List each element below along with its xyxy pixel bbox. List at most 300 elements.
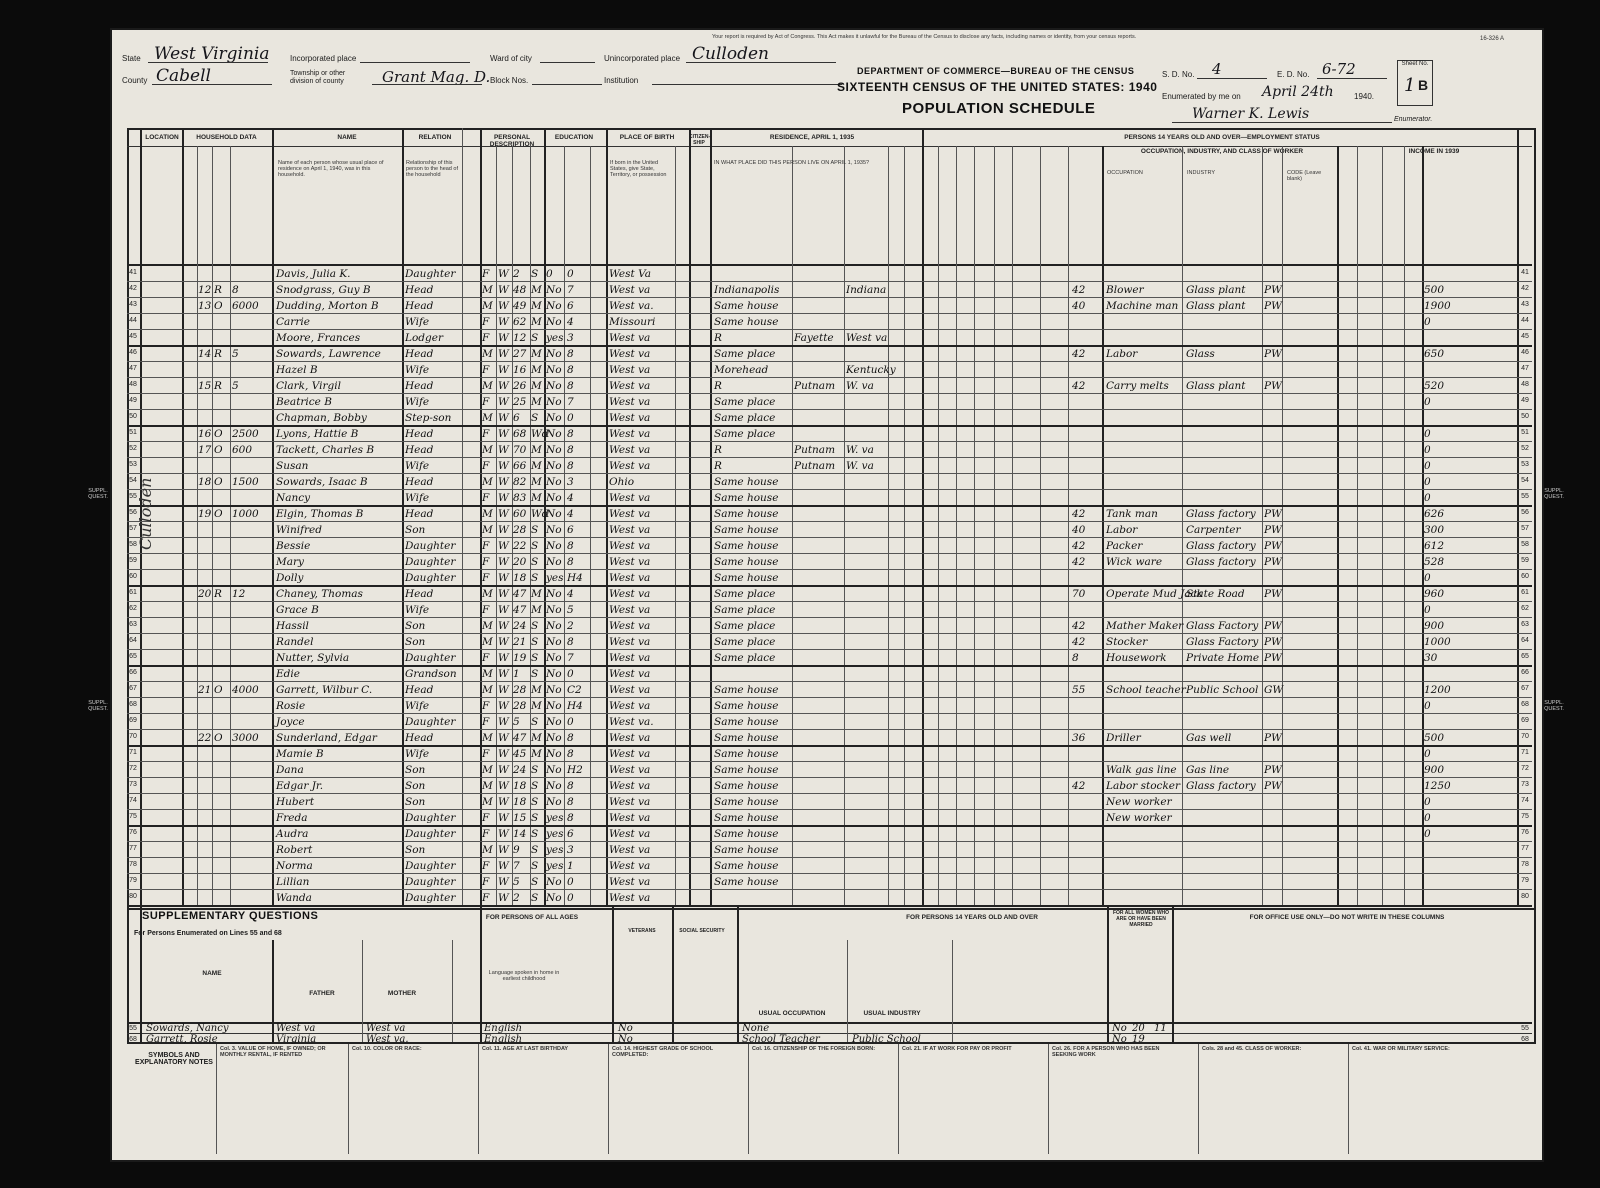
section-birth: PLACE OF BIRTH (619, 134, 675, 141)
footer-col3: Col. 3. VALUE OF HOME, IF OWNED; OR MONTHLY RENTAL, IF RENTED (220, 1046, 326, 1058)
cell-class: PW (1264, 556, 1282, 568)
cell-relation: Son (405, 764, 426, 776)
cell-school: 0 (546, 268, 553, 280)
cell-residence: R (714, 332, 722, 344)
cell-occupation: School teacher (1106, 684, 1186, 696)
cell-grade: H4 (567, 700, 583, 712)
cell-relation: Wife (405, 364, 430, 376)
cell-grade: 0 (567, 892, 574, 904)
cell-birth: West va (609, 524, 651, 536)
cell-residence: Same house (714, 748, 779, 760)
cell-race: W (498, 300, 509, 312)
cell-birth: West va (609, 620, 651, 632)
cell-grade: 8 (567, 748, 574, 760)
cell-state: Kentucky (846, 364, 896, 376)
cell-race: W (498, 508, 509, 520)
cell-income: 0 (1424, 316, 1431, 328)
line-number: 71 (129, 749, 137, 756)
cell-school: No (546, 284, 562, 296)
cell-relation: Son (405, 524, 426, 536)
supp-col-language: Language spoken in home in earliest childhood (488, 970, 560, 982)
cell-grade: 8 (567, 380, 574, 392)
cell-occupation: Carry melts (1106, 380, 1169, 392)
cell-grade: 0 (567, 668, 574, 680)
cell-dwelling: 18 (198, 476, 212, 488)
sd-value: 4 (1212, 60, 1222, 78)
supp-social-security: SOCIAL SECURITY (679, 928, 725, 934)
cell-value: 6000 (232, 300, 259, 312)
cell-income: 900 (1424, 620, 1445, 632)
cell-race: W (498, 668, 509, 680)
cell-income: 612 (1424, 540, 1445, 552)
cell-industry: Glass (1186, 348, 1215, 360)
cell-name: Lillian (276, 876, 310, 888)
cell-sex: F (482, 812, 490, 824)
cell-race: W (498, 380, 509, 392)
cell-farm: O (214, 444, 223, 456)
cell-relation: Head (405, 476, 434, 488)
cell-grade: 8 (567, 556, 574, 568)
cell-residence: Same house (714, 876, 779, 888)
cell-race: W (498, 412, 509, 424)
row-rule (127, 441, 1532, 442)
cell-name: Randel (276, 636, 314, 648)
cell-farm: O (214, 684, 223, 696)
census-title: SIXTEENTH CENSUS OF THE UNITED STATES: 1940 (837, 80, 1158, 94)
cell-birth: West va (609, 428, 651, 440)
cell-sex: M (482, 588, 493, 600)
cell-grade: 8 (567, 796, 574, 808)
cell-race: W (498, 572, 509, 584)
cell-race: W (498, 428, 509, 440)
cell-residence: Same place (714, 412, 776, 424)
cell-hours: 42 (1072, 556, 1086, 568)
sheet-side: B (1418, 77, 1429, 93)
cell-grade: 8 (567, 540, 574, 552)
cell-residence: Same house (714, 556, 779, 568)
cell-school: yes (546, 332, 564, 344)
cell-race: W (498, 828, 509, 840)
line-number: 42 (129, 285, 137, 292)
cell-income: 500 (1424, 284, 1445, 296)
line-number: 61 (129, 589, 137, 596)
cell-age: 47 (513, 604, 527, 616)
row-rule (127, 841, 1532, 842)
cell-relation: Wife (405, 604, 430, 616)
cell-grade: 0 (567, 716, 574, 728)
cell-industry: Glass factory (1186, 556, 1256, 568)
line-number: 55 (1521, 493, 1529, 500)
cell-marital: S (531, 668, 539, 680)
cell-birth: West va (609, 812, 651, 824)
cell-marital: S (531, 844, 539, 856)
cell-grade: H2 (567, 764, 583, 776)
cell-marital: S (531, 892, 539, 904)
cell-age: 18 (513, 572, 527, 584)
line-number: 49 (129, 397, 137, 404)
cell-relation: Head (405, 508, 434, 520)
line-number: 79 (129, 877, 137, 884)
cell-race: W (498, 476, 509, 488)
cell-residence: Same house (714, 764, 779, 776)
cell-birth: West va (609, 604, 651, 616)
cell-industry: Gas well (1186, 732, 1232, 744)
cell-race: W (498, 732, 509, 744)
footer-col16: Col. 16. CITIZENSHIP OF THE FOREIGN BORN: (752, 1046, 876, 1052)
supp-cell-name: Garrett, Rosie (146, 1034, 218, 1045)
cell-relation: Head (405, 284, 434, 296)
row-rule (127, 665, 1532, 667)
cell-birth: West Va (609, 268, 651, 280)
cell-income: 0 (1424, 396, 1431, 408)
cell-value: 3000 (232, 732, 259, 744)
cell-sex: F (482, 828, 490, 840)
cell-birth: West va (609, 636, 651, 648)
cell-grade: 7 (567, 396, 574, 408)
cell-residence: Same house (714, 732, 779, 744)
cell-income: 1250 (1424, 780, 1451, 792)
cell-state: W. va (846, 460, 874, 472)
cell-name: Edie (276, 668, 300, 680)
row-rule (127, 777, 1532, 778)
cell-occupation: Labor (1106, 348, 1138, 360)
cell-school: No (546, 412, 562, 424)
row-rule (127, 681, 1532, 682)
cell-marital: S (531, 780, 539, 792)
cell-marital: M (531, 316, 542, 328)
supp-cell-father: West va (276, 1023, 316, 1034)
cell-grade: 0 (567, 876, 574, 888)
cell-sex: F (482, 748, 490, 760)
line-number: 65 (129, 653, 137, 660)
cell-name: Clark, Virgil (276, 380, 341, 392)
cell-race: W (498, 844, 509, 856)
cell-occupation: Packer (1106, 540, 1143, 552)
row-rule (127, 377, 1532, 378)
cell-income: 0 (1424, 460, 1431, 472)
cell-residence: Same place (714, 348, 776, 360)
cell-occupation: Labor (1106, 524, 1138, 536)
line-number: 45 (129, 333, 137, 340)
cell-marital: S (531, 636, 539, 648)
cell-sex: F (482, 540, 490, 552)
row-rule (127, 473, 1532, 474)
cell-residence: Same place (714, 620, 776, 632)
cell-name: Sowards, Lawrence (276, 348, 381, 360)
cell-state: W. va (846, 444, 874, 456)
cell-birth: West va (609, 844, 651, 856)
cell-sex: M (482, 380, 493, 392)
supp-cell-occupation: School Teacher (742, 1034, 820, 1045)
cell-school: No (546, 540, 562, 552)
cell-grade: 7 (567, 652, 574, 664)
line-number: 80 (129, 893, 137, 900)
line-number: 67 (1521, 685, 1529, 692)
line-number: 66 (129, 669, 137, 676)
cell-school: No (546, 780, 562, 792)
cell-school: yes (546, 860, 564, 872)
cell-grade: 6 (567, 300, 574, 312)
sheet-label: Sheet No. (1401, 61, 1429, 67)
cell-age: 7 (513, 860, 520, 872)
cell-class: PW (1264, 524, 1282, 536)
ward-label: Ward of city (490, 54, 532, 63)
cell-birth: West va (609, 684, 651, 696)
line-number: 51 (129, 429, 137, 436)
row-rule (127, 409, 1532, 410)
enumerator-name: Warner K. Lewis (1192, 106, 1310, 122)
section-relation: RELATION (418, 134, 452, 141)
cell-age: 2 (513, 892, 520, 904)
office-heading: FOR OFFICE USE ONLY—DO NOT WRITE IN THESE COLUMNS (1249, 914, 1445, 921)
cell-race: W (498, 892, 509, 904)
cell-age: 16 (513, 364, 527, 376)
cell-sex: M (482, 284, 493, 296)
cell-grade: 8 (567, 636, 574, 648)
cell-occupation: Tank man (1106, 508, 1158, 520)
cell-birth: West va (609, 748, 651, 760)
cell-school: No (546, 876, 562, 888)
line-number: 60 (129, 573, 137, 580)
cell-residence: Same house (714, 508, 779, 520)
cell-sex: M (482, 668, 493, 680)
cell-sex: M (482, 844, 493, 856)
cell-marital: S (531, 540, 539, 552)
cell-class: PW (1264, 588, 1282, 600)
cell-income: 0 (1424, 828, 1431, 840)
cell-birth: West va (609, 828, 651, 840)
cell-birth: West va (609, 780, 651, 792)
enumerated-year: 1940. (1354, 92, 1375, 101)
section-occupation: OCCUPATION, INDUSTRY, AND CLASS OF WORKER (1140, 148, 1304, 155)
row-rule (127, 889, 1532, 890)
cell-race: W (498, 860, 509, 872)
footer-col41: Col. 41. WAR OR MILITARY SERVICE: (1352, 1046, 1450, 1052)
supp-cell-age_married: 20 (1132, 1023, 1145, 1034)
footer-col11: Col. 11. AGE AT LAST BIRTHDAY (482, 1046, 569, 1052)
cell-birth: West va (609, 892, 651, 904)
cell-residence: Same house (714, 780, 779, 792)
cell-school: No (546, 668, 562, 680)
line-number: 65 (1521, 653, 1529, 660)
county-value: Cabell (156, 66, 211, 86)
cell-name: Davis, Julia K. (276, 268, 351, 280)
cell-relation: Grandson (405, 668, 457, 680)
cell-value: 5 (232, 348, 239, 360)
cell-race: W (498, 556, 509, 568)
cell-income: 626 (1424, 508, 1445, 520)
cell-relation: Daughter (405, 572, 456, 584)
cell-income: 0 (1424, 428, 1431, 440)
cell-residence: Same house (714, 300, 779, 312)
line-number: 59 (1521, 557, 1529, 564)
block-label: Block Nos. (490, 76, 529, 85)
cell-marital: S (531, 764, 539, 776)
row-rule (127, 569, 1532, 570)
cell-marital: S (531, 412, 539, 424)
supp-line-number: 55 (1521, 1025, 1529, 1032)
supp-cell-age_married: 19 (1132, 1034, 1145, 1045)
cell-race: W (498, 684, 509, 696)
cell-industry: Public School (1186, 684, 1259, 696)
section-personal: PERSONAL DESCRIPTION (489, 134, 535, 148)
cell-birth: West va (609, 588, 651, 600)
cell-relation: Head (405, 588, 434, 600)
cell-residence: R (714, 380, 722, 392)
line-number: 64 (1521, 637, 1529, 644)
suppl-quest-tag-left-68: SUPPL. QUEST. (88, 700, 108, 712)
cell-industry: Glass plant (1186, 284, 1246, 296)
cell-class: PW (1264, 732, 1282, 744)
row-rule (127, 809, 1532, 810)
line-number: 56 (1521, 509, 1529, 516)
cell-hours: 42 (1072, 780, 1086, 792)
cell-age: 18 (513, 796, 527, 808)
cell-relation: Daughter (405, 556, 456, 568)
row-rule (127, 617, 1532, 618)
cell-industry: Glass Factory (1186, 636, 1259, 648)
cell-sex: M (482, 764, 493, 776)
cell-relation: Son (405, 780, 426, 792)
cell-race: W (498, 332, 509, 344)
cell-grade: 7 (567, 284, 574, 296)
cell-sex: M (482, 508, 493, 520)
cell-residence: Same house (714, 716, 779, 728)
cell-school: No (546, 508, 562, 520)
cell-relation: Wife (405, 700, 430, 712)
section-citizenship: CITIZEN-SHIP (689, 134, 711, 146)
cell-birth: West va (609, 540, 651, 552)
ed-value: 6-72 (1322, 60, 1356, 78)
cell-school: No (546, 892, 562, 904)
line-number: 45 (1521, 333, 1529, 340)
cell-race: W (498, 540, 509, 552)
cell-age: 60 (513, 508, 527, 520)
line-number: 46 (129, 349, 137, 356)
cell-dwelling: 15 (198, 380, 212, 392)
line-number: 62 (129, 605, 137, 612)
cell-sex: M (482, 300, 493, 312)
cell-school: No (546, 396, 562, 408)
cell-marital: M (531, 684, 542, 696)
cell-farm: R (214, 284, 222, 296)
supp-cell-married: No (1112, 1034, 1127, 1045)
cell-marital: S (531, 620, 539, 632)
cell-hours: 36 (1072, 732, 1086, 744)
cell-name: Joyce (276, 716, 305, 728)
cell-sex: F (482, 652, 490, 664)
supp-cell-father: Virginia (276, 1034, 317, 1045)
cell-name: Chapman, Bobby (276, 412, 367, 424)
cell-grade: 4 (567, 492, 574, 504)
cell-value: 1500 (232, 476, 259, 488)
cell-marital: S (531, 796, 539, 808)
cell-race: W (498, 780, 509, 792)
incorporated-label: Incorporated place (290, 54, 357, 63)
line-number: 73 (1521, 781, 1529, 788)
line-number: 63 (1521, 621, 1529, 628)
line-number: 61 (1521, 589, 1529, 596)
supplementary-subtitle: For Persons Enumerated on Lines 55 and 68 (134, 930, 282, 937)
sheet-value: 1 (1404, 75, 1416, 96)
cell-marital: S (531, 652, 539, 664)
symbols-heading: SYMBOLS AND EXPLANATORY NOTES (135, 1052, 213, 1066)
cell-dwelling: 21 (198, 684, 212, 696)
institution-label: Institution (604, 76, 639, 85)
line-number: 77 (129, 845, 137, 852)
line-number: 68 (129, 701, 137, 708)
cell-income: 300 (1424, 524, 1445, 536)
cell-school: No (546, 652, 562, 664)
cell-dwelling: 19 (198, 508, 212, 520)
cell-age: 47 (513, 732, 527, 744)
cell-dwelling: 17 (198, 444, 212, 456)
cell-class: PW (1264, 380, 1282, 392)
cell-school: No (546, 428, 562, 440)
cell-relation: Head (405, 348, 434, 360)
cell-grade: 6 (567, 828, 574, 840)
enumerated-label: Enumerated by me on (1162, 92, 1241, 101)
row-rule (127, 697, 1532, 698)
cell-residence: Same place (714, 652, 776, 664)
cell-birth: West va (609, 492, 651, 504)
cell-school: No (546, 604, 562, 616)
cell-age: 9 (513, 844, 520, 856)
line-number: 44 (1521, 317, 1529, 324)
cell-marital: M (531, 604, 542, 616)
cell-class: GW (1264, 684, 1284, 696)
supp-col-name: NAME (202, 970, 222, 977)
cell-farm: O (214, 476, 223, 488)
cell-grade: 8 (567, 780, 574, 792)
cell-class: PW (1264, 780, 1282, 792)
all-ages-heading: FOR PERSONS OF ALL AGES (485, 914, 579, 921)
cell-occupation: Blower (1106, 284, 1144, 296)
cell-residence: Same house (714, 828, 779, 840)
cell-residence: Same house (714, 572, 779, 584)
cell-income: 0 (1424, 444, 1431, 456)
cell-residence: Same house (714, 316, 779, 328)
cell-sex: M (482, 524, 493, 536)
cell-age: 19 (513, 652, 527, 664)
cell-marital: S (531, 332, 539, 344)
cell-relation: Lodger (405, 332, 443, 344)
cell-relation: Son (405, 796, 426, 808)
cell-class: PW (1264, 636, 1282, 648)
row-rule (127, 585, 1532, 587)
cell-dwelling: 12 (198, 284, 212, 296)
cell-sex: M (482, 444, 493, 456)
cell-income: 0 (1424, 748, 1431, 760)
cell-grade: 1 (567, 860, 574, 872)
row-rule (127, 825, 1532, 827)
cell-name: Hassil (276, 620, 309, 632)
cell-name: Nancy (276, 492, 311, 504)
cell-state: Indiana (846, 284, 887, 296)
line-number: 54 (129, 477, 137, 484)
cell-marital: S (531, 716, 539, 728)
cell-race: W (498, 524, 509, 536)
form-number: 16-326 A (1480, 36, 1505, 42)
row-rule (127, 873, 1532, 874)
cell-age: 47 (513, 588, 527, 600)
row-rule (127, 761, 1532, 762)
cell-relation: Daughter (405, 860, 456, 872)
suppl-quest-tag-right-55: SUPPL. QUEST. (1544, 488, 1564, 500)
cell-residence: Same house (714, 524, 779, 536)
township-label: Township or other division of county (290, 70, 346, 85)
cell-occupation: New worker (1106, 796, 1172, 808)
